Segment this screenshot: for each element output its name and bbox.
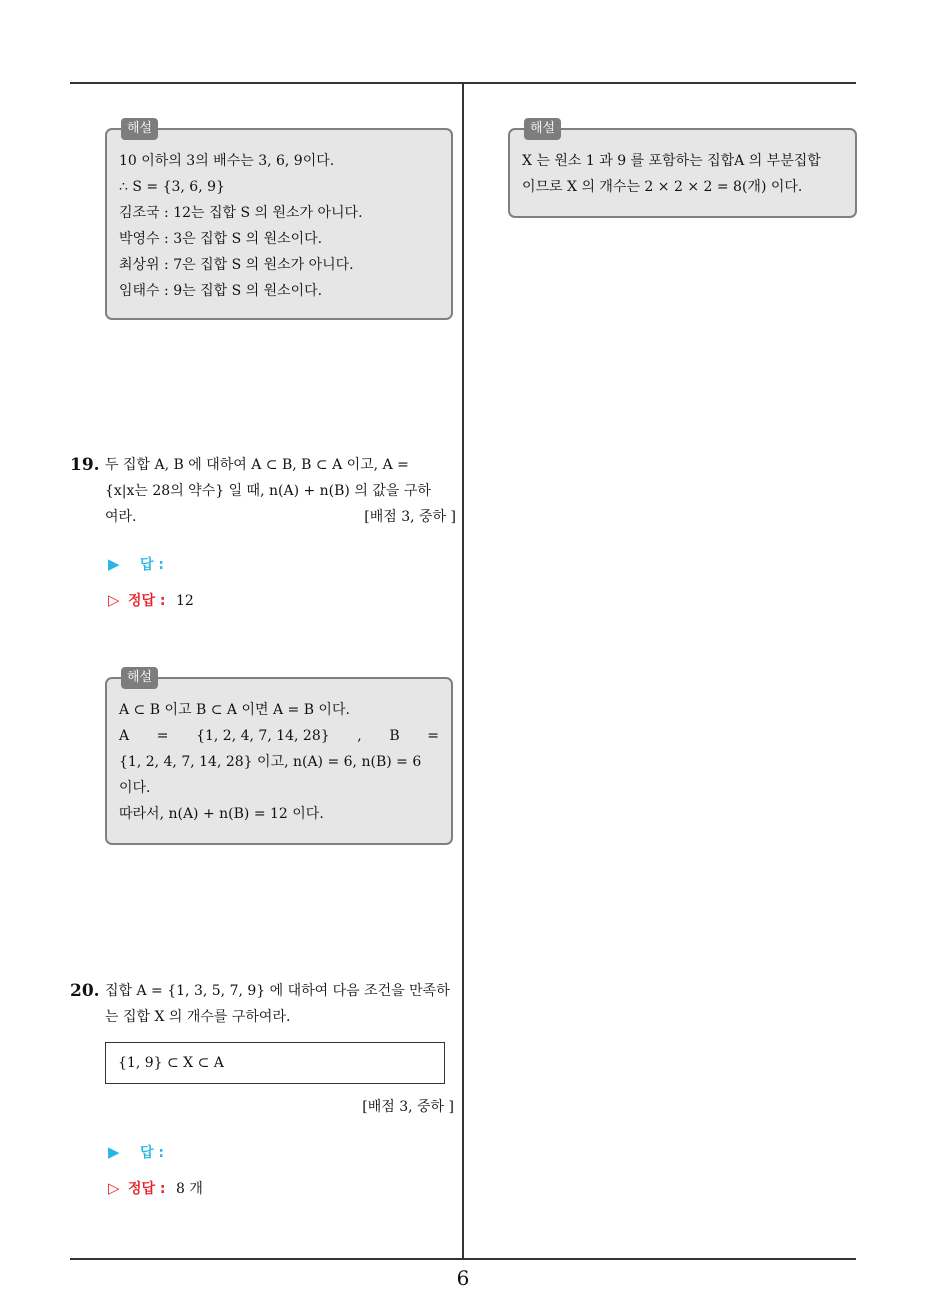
bottom-rule xyxy=(70,1258,856,1260)
question-text: 는 집합 X 의 개수를 구하여라. xyxy=(105,1009,291,1025)
answer-label: 답 : xyxy=(140,557,164,573)
question-text: 두 집합 A, B 에 대하여 A ⊂ B, B ⊂ A 이고, A = xyxy=(105,457,409,473)
solution-token: , xyxy=(357,728,362,744)
answer-arrow-icon: ▶ xyxy=(108,555,120,573)
solution-token: {1, 2, 4, 7, 14, 28} xyxy=(196,728,330,744)
correct-arrow-icon: ▷ xyxy=(108,1179,120,1197)
solution-token: B xyxy=(389,728,400,744)
solution-line: ∴ S = {3, 6, 9} xyxy=(119,179,225,195)
correct-label: 정답 : xyxy=(128,593,166,609)
solution-line: 김조국 : 12는 집합 S 의 원소가 아니다. xyxy=(119,205,363,221)
correct-arrow-icon: ▷ xyxy=(108,591,120,609)
solution-line: A ⊂ B 이고 B ⊂ A 이면 A = B 이다. xyxy=(119,702,350,718)
solution-token: = xyxy=(156,728,169,744)
correct-label: 정답 : xyxy=(128,1181,166,1197)
solution-line: 박영수 : 3은 집합 S 의 원소이다. xyxy=(119,231,323,247)
solution-tag: 해설 xyxy=(524,118,561,140)
question-number: 19. xyxy=(70,455,100,475)
solution-line xyxy=(119,723,439,749)
solution-line: {1, 2, 4, 7, 14, 28} 이고, n(A) = 6, n(B) = 6 xyxy=(119,754,422,770)
correct-value: 12 xyxy=(175,593,194,609)
solution-line: 이므로 X 의 개수는 2 × 2 × 2 = 8(개) 이다. xyxy=(522,179,803,195)
solution-tag: 해설 xyxy=(121,667,158,689)
page-number: 6 xyxy=(456,1266,470,1290)
solution-token: = xyxy=(427,728,439,744)
solution-line: 최상위 : 7은 집합 S 의 원소가 아니다. xyxy=(119,257,354,273)
solution-tag: 해설 xyxy=(121,118,158,140)
solution-line: 이다. xyxy=(119,780,151,796)
question-20 xyxy=(70,978,456,1030)
correct-value: 8 개 xyxy=(175,1181,203,1197)
solution-box-q20 xyxy=(508,121,857,218)
question-text: 여라. xyxy=(105,509,137,525)
solution-box-q18 xyxy=(105,121,453,320)
solution-line: X 는 원소 1 과 9 를 포함하는 집합A 의 부분집합 xyxy=(522,153,821,169)
answer-arrow-icon: ▶ xyxy=(108,1143,120,1161)
solution-line: 10 이하의 3의 배수는 3, 6, 9이다. xyxy=(119,153,335,169)
solution-line: 따라서, n(A) + n(B) = 12 이다. xyxy=(119,806,324,822)
answer-label: 답 : xyxy=(140,1145,164,1161)
condition-box xyxy=(105,1042,445,1084)
question-19 xyxy=(70,452,456,530)
solution-token: A xyxy=(119,728,130,744)
question-text: {x|x는 28의 약수} 일 때, n(A) + n(B) 의 값을 구하 xyxy=(105,483,431,499)
solution-box-q19 xyxy=(105,670,453,845)
score-tag: [배점 3, 중하 ] xyxy=(362,1099,454,1115)
score-tag: [배점 3, 중하 ] xyxy=(364,509,456,525)
correct-answer-row-q19 xyxy=(108,590,194,611)
condition-text: {1, 9} ⊂ X ⊂ A xyxy=(118,1055,224,1071)
question-text: 집합 A = {1, 3, 5, 7, 9} 에 대하여 다음 조건을 만족하 xyxy=(105,983,450,999)
answer-row-q20 xyxy=(108,1142,164,1163)
answer-row-q19 xyxy=(108,554,164,575)
correct-answer-row-q20 xyxy=(108,1178,203,1199)
question-number: 20. xyxy=(70,981,100,1001)
solution-line: 임태수 : 9는 집합 S 의 원소이다. xyxy=(119,283,323,299)
column-divider xyxy=(462,83,464,1259)
